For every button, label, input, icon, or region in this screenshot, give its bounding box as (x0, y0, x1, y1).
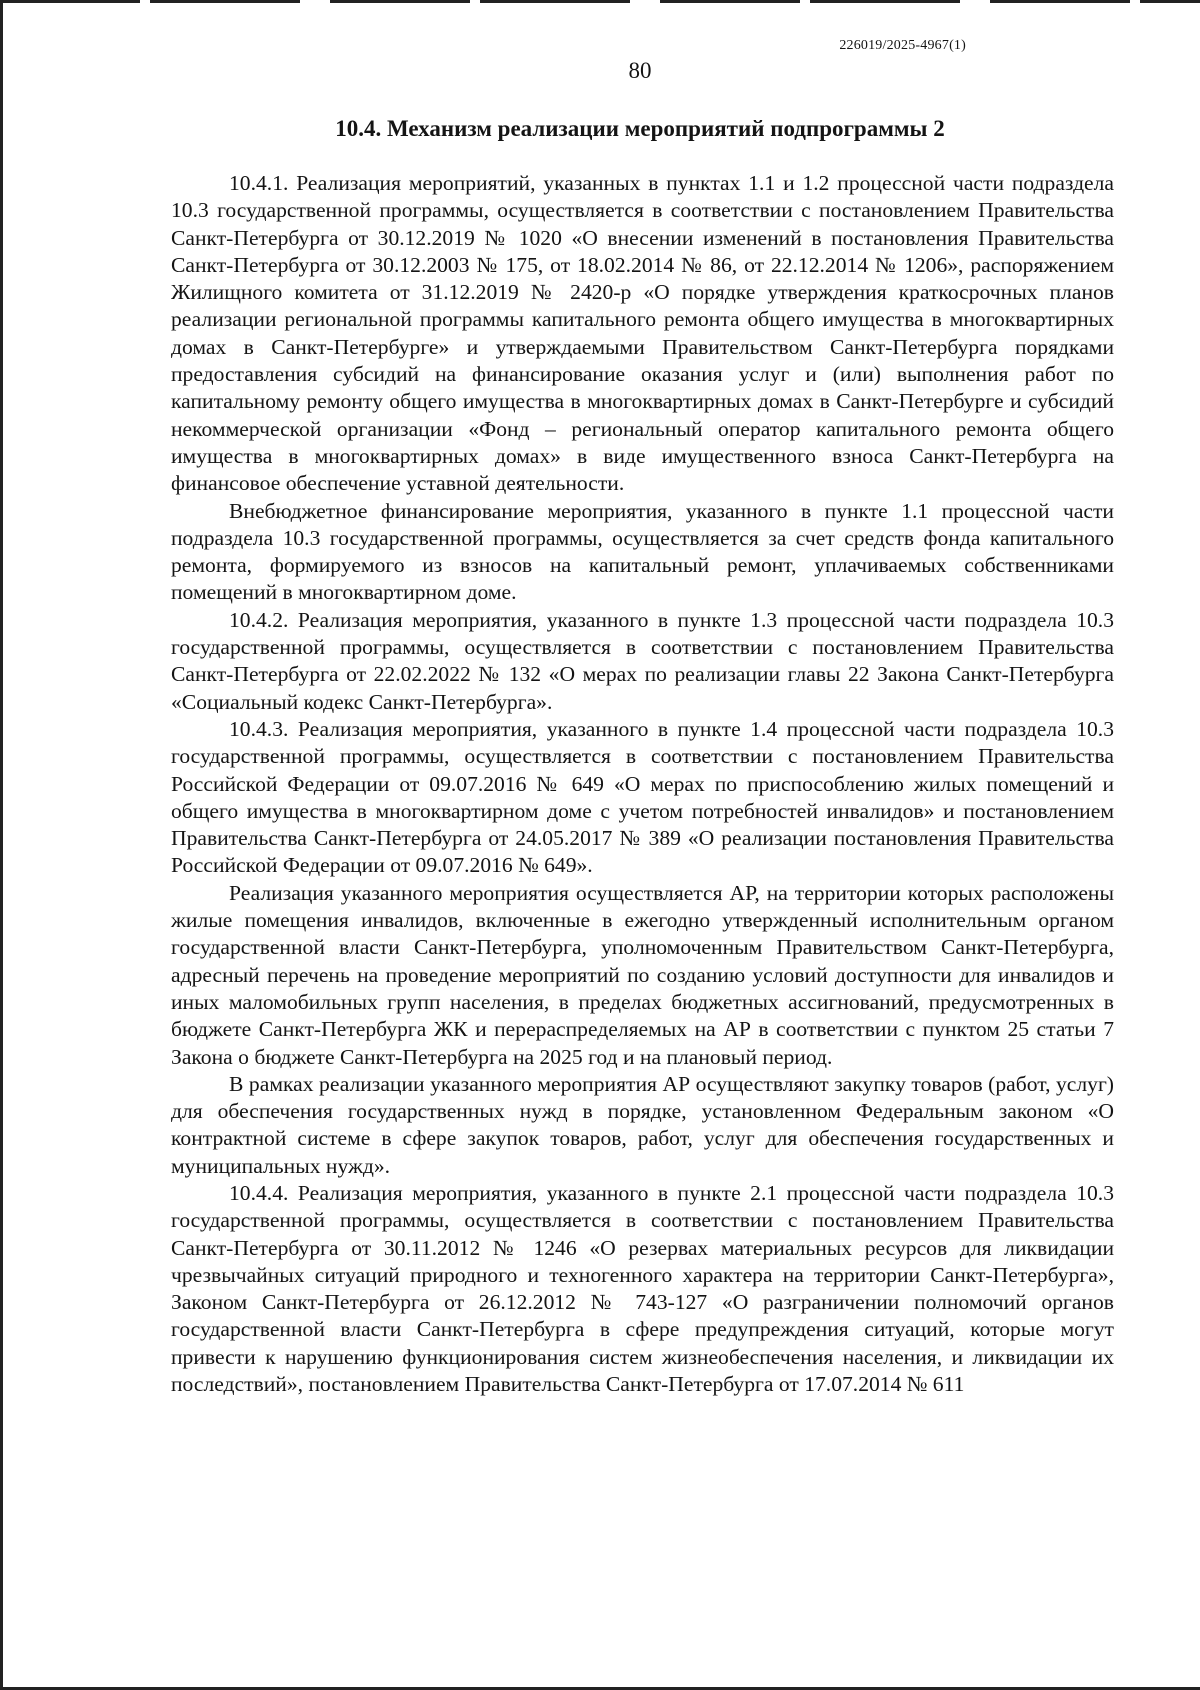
paragraph: 10.4.4. Реализация мероприятия, указанного в пункте 2.1 процессной части подраздела 10.3 государственной программы, осуществляется в соответствии с постановлением Правительства Санкт-Петербурга от 30.11.2012 № 1246 «О резервах материальных ресурсов для ликвидации чрезвычайных ситуаций природного и техногенного характера на территории Санкт-Петербурга», Законом Санкт-Петербурга от 26.12.2012 № 743-127 «О разграничении полномочий органов государственной власти Санкт-Петербурга в сфере предупреждения ситуаций, которые могут привести к нарушению функционирования систем жизнеобеспечения населения, и ликвидации их последствий», постановлением Правительства Санкт-Петербурга от 17.07.2014 № 611 (171, 1180, 1114, 1397)
paragraph: 10.4.3. Реализация мероприятия, указанного в пункте 1.4 процессной части подраздела 10.3 государственной программы, осуществляется в соответствии с постановлением Правительства Российской Федерации от 09.07.2016 № 649 «О мерах по приспособлению жилых помещений и общего имущества в многоквартирном доме с учетом потребностей инвалидов» и постановлением Правительства Санкт-Петербурга от 24.05.2017 № 389 «О реализации постановления Правительства Российской Федерации от 09.07.2016 № 649». (171, 716, 1114, 878)
scan-edge-top (0, 0, 1200, 3)
section-title: 10.4. Механизм реализации мероприятий подпрограммы 2 (335, 116, 945, 141)
paragraph: Внебюджетное финансирование мероприятия, указанного в пункте 1.1 процессной части подраздела 10.3 государственной программы, осуществляется за счет средств фонда капитального ремонта, формируемого из взносов на капитальный ремонт, уплачиваемых собственниками помещений в многоквартирном доме. (171, 498, 1114, 605)
paragraph: 10.4.2. Реализация мероприятия, указанного в пункте 1.3 процессной части подраздела 10.3 государственной программы, осуществляется в соответствии с постановлением Правительства Санкт-Петербурга от 22.02.2022 № 132 «О мерах по реализации главы 22 Закона Санкт-Петербурга «Социальный кодекс Санкт-Петербурга». (171, 607, 1114, 714)
scan-edge-left (0, 0, 3, 1690)
paragraph: Реализация указанного мероприятия осуществляется АР, на территории которых расположены жилые помещения инвалидов, включенные в ежегодно утвержденный исполнительным органом государственной власти Санкт-Петербурга, уполномоченным Правительством Санкт-Петербурга, адресный перечень на проведение мероприятий по созданию условий доступности для инвалидов и иных маломобильных групп населения, в пределах бюджетных ассигнований, предусмотренных в бюджете Санкт-Петербурга ЖК и перераспределяемых на АР в соответствии с пунктом 25 статьи 7 Закона о бюджете Санкт-Петербурга на 2025 год и на плановый период. (171, 880, 1114, 1069)
paragraph: В рамках реализации указанного мероприятия АР осуществляют закупку товаров (работ, услуг) для обеспечения государственных нужд в порядке, установленном Федеральным законом «О контрактной системе в сфере закупок товаров, работ, услуг для обеспечения государственных и муниципальных нужд». (171, 1071, 1114, 1178)
document-body (171, 170, 1114, 1398)
paragraph: 10.4.1. Реализация мероприятий, указанных в пунктах 1.1 и 1.2 процессной части подраздела 10.3 государственной программы, осуществляется в соответствии с постановлением Правительства Санкт-Петербурга от 30.12.2019 № 1020 «О внесении изменений в постановления Правительства Санкт-Петербурга от 30.12.2003 № 175, от 18.02.2014 № 86, от 22.12.2014 № 1206», распоряжением Жилищного комитета от 31.12.2019 № 2420-р «О порядке утверждения краткосрочных планов реализации региональной программы капитального ремонта общего имущества в многоквартирных домах в Санкт-Петербурге» и утверждаемыми Правительством Санкт-Петербурга порядками предоставления субсидий на финансирование оказания услуг и (или) выполнения работ по капитальному ремонту общего имущества в многоквартирных домах в Санкт-Петербурге и субсидий некоммерческой организации «Фонд – региональный оператор капитального ремонта общего имущества в многоквартирных домах» в виде имущественного взноса Санкт-Петербурга на финансовое обеспечение уставной деятельности. (171, 171, 1114, 496)
document-id: 226019/2025-4967(1) (839, 38, 966, 53)
page-number: 80 (628, 58, 652, 83)
